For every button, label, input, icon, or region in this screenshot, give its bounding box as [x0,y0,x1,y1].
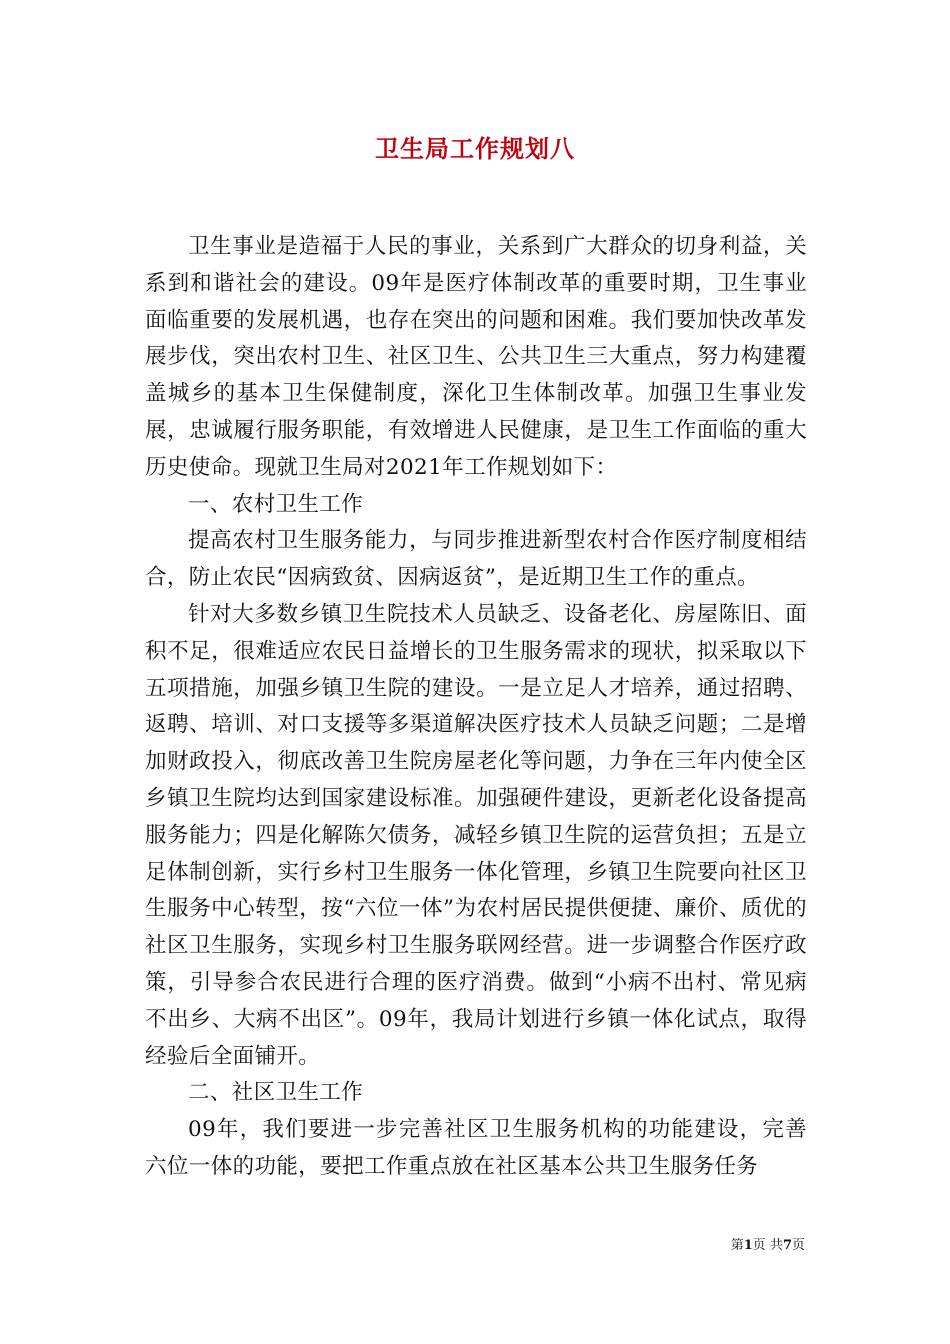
page-footer [0,1238,805,1254]
section-heading-community: 二、社区卫生工作 [188,1080,364,1106]
paragraph-rural-capacity: 提高农村卫生服务能力，与同步推进新型农村合作医疗制度相结合，防止农民“因病致贫、因病返贫”，是近期卫生工作的重点。 [145,528,807,591]
document-body [145,229,807,1186]
footer-prefix: 第 [730,1238,744,1253]
paragraph-intro: 卫生事业是造福于人民的事业，关系到广大群众的切身利益，关系到和谐社会的建设。09年是医疗体制改革的重要时期，卫生事业面临重要的发展机遇，也存在突出的问题和困难。我们要加快改革发展步伐，突出农村卫生、社区卫生、公共卫生三大重点，努力构建覆盖城乡的基本卫生保健制度，深化卫生体制改革。加强卫生事业发展，忠诚履行服务职能，有效增进人民健康，是卫生工作面临的重大历史使命。现就卫生局对2021年工作规划如下： [145,234,807,480]
paragraph-community: 09年，我们要进一步完善社区卫生服务机构的功能建设，完善六位一体的功能，要把工作重点放在社区基本公共卫生服务任务 [145,1117,807,1179]
footer-suffix: 页 [791,1238,805,1253]
section-heading-rural: 一、农村卫生工作 [188,491,364,517]
document-title: 卫生局工作规划八 [375,134,575,163]
footer-total-pages: 7 [782,1238,792,1253]
footer-current-page: 1 [743,1238,753,1253]
paragraph-rural-measures: 针对大多数乡镇卫生院技术人员缺乏、设备老化、房屋陈旧、面积不足，很难适应农民日益增长的卫生服务需求的现状，拟采取以下五项措施，加强乡镇卫生院的建设。一是立足人才培养，通过招聘、返聘、培训、对口支援等多渠道解决医疗技术人员缺乏问题；二是增加财政投入，彻底改善卫生院房屋老化等问题，力争在三年内使全区乡镇卫生院均达到国家建设标准。加强硬件建设，更新老化设备提高服务能力；四是化解陈欠债务，减轻乡镇卫生院的运营负担；五是立足体制创新，实行乡村卫生服务一体化管理，乡镇卫生院要向社区卫生服务中心转型，按“六位一体”为农村居民提供便捷、廉价、质优的社区卫生服务，实现乡村卫生服务联网经营。进一步调整合作医疗政策，引导参合农民进行合理的医疗消费。做到“小病不出村、常见病不出乡、大病不出区”。09年，我局计划进行乡镇一体化试点，取得经验后全面铺开。 [145,601,807,1069]
footer-middle: 页 共 [752,1238,783,1253]
